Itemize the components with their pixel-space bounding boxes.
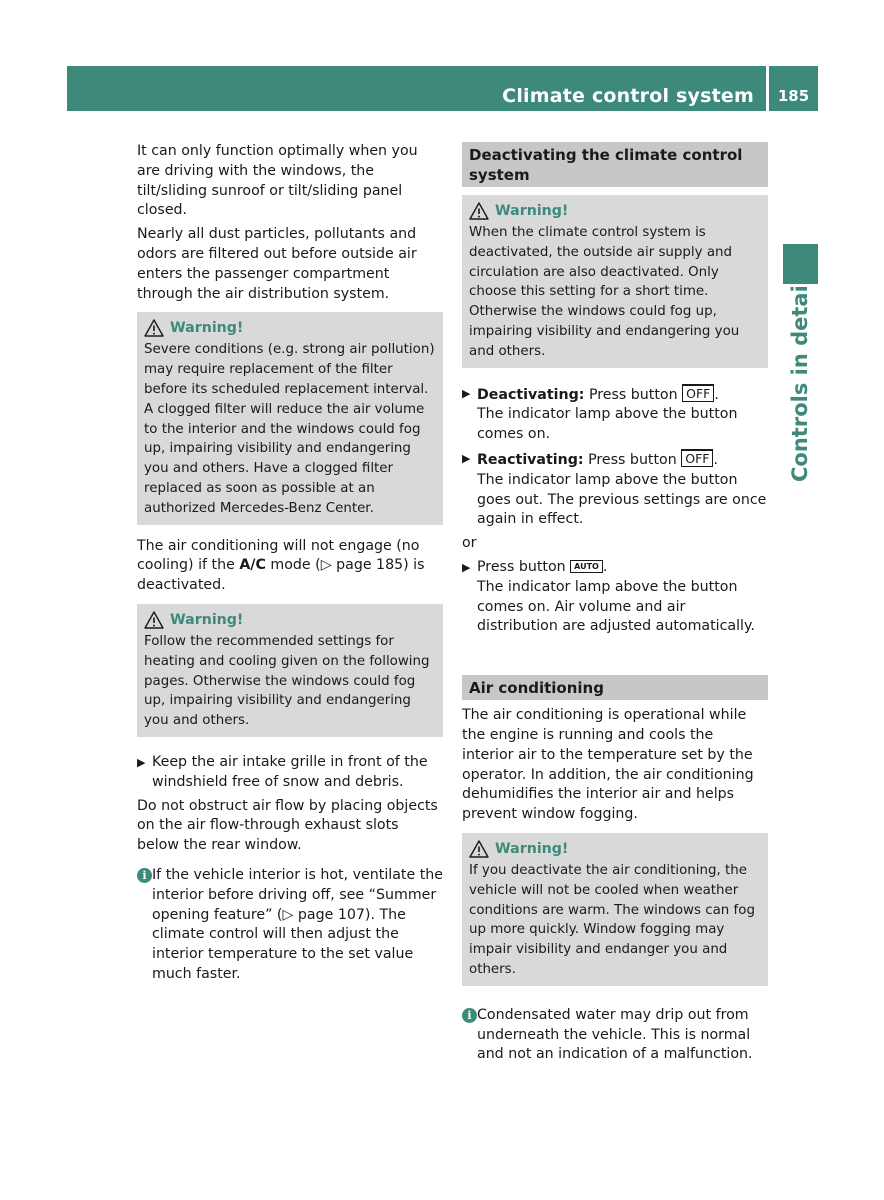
- header-bar: [67, 66, 766, 111]
- instruction-step: ▶ Reactivating: Press button OFF . The indicator lamp above the button goes out. The previous settings are once again in effect.: [462, 449, 768, 530]
- warning-title: Warning!: [170, 611, 244, 628]
- warning-text: When the climate control system is deactivated, the outside air supply and circulation are also deactivated. Only choose this setting for a short time. Otherwise the windows could fog up, impairing visibility and endangering you and others.: [469, 225, 740, 359]
- warning-triangle-icon: [469, 840, 489, 858]
- step-text: Press button: [477, 558, 571, 575]
- or-text: or: [462, 535, 477, 552]
- warning-box: [137, 604, 443, 737]
- warning-box: [137, 312, 443, 524]
- page-number: 185: [769, 66, 818, 111]
- off-button-symbol: OFF: [682, 384, 714, 402]
- warning-text: If you deactivate the air conditioning, the vehicle will not be cooled when weather conditions are warm. The windows can fog up more quickly. Window fogging may impair visibility and endanger you and others.: [469, 862, 755, 977]
- paragraph: The air conditioning is operational while the engine is running and cools the interior air to the temperature set by the operator. In addition, the air conditioning dehumidifies the interior air and helps prevent window fogging.: [462, 707, 754, 823]
- warning-heading: [469, 838, 761, 860]
- paragraph: [137, 537, 443, 596]
- text-run: The air conditioning will not engage (no cooling) if the: [137, 537, 420, 574]
- ac-mode-label: A/C: [239, 557, 266, 574]
- info-icon: i: [462, 1008, 477, 1023]
- warning-triangle-icon: [144, 319, 164, 337]
- off-button-symbol: OFF: [681, 449, 713, 467]
- section-heading: Deactivating the climate control system: [462, 142, 768, 187]
- paragraph: It can only function optimally when you are driving with the windows, the tilt/sliding sunroof or tilt/sliding panel closed.: [137, 143, 418, 219]
- step-text: Keep the air intake grille in front of the windshield free of snow and debris.: [152, 753, 428, 790]
- chapter-title: Climate control system: [502, 85, 754, 107]
- info-text: If the vehicle interior is hot, ventilate the interior before driving off, see “Summer opening feature” (▷ page 107). The climate control will then adjust the interior temperature to the set value much faster.: [152, 866, 443, 982]
- arrow-bullet-icon: ▶: [462, 451, 471, 465]
- step-label: Reactivating:: [477, 451, 584, 468]
- instruction-step: ▶ Press button AUTO . The indicator lamp above the button comes on. Air volume and air distribution are adjusted automatically.: [462, 558, 768, 637]
- info-note: [462, 1006, 768, 1065]
- warning-text: Follow the recommended settings for heating and cooling given on the following pages. Otherwise the windows could fog up, impairing visibility and endangering you and others.: [144, 633, 430, 729]
- text-run: mode (▷ page 185) is deactivated.: [137, 557, 425, 594]
- warning-triangle-icon: [469, 202, 489, 220]
- arrow-bullet-icon: ▶: [462, 386, 471, 400]
- step-text: Press button: [583, 451, 682, 468]
- paragraph: Do not obstruct air flow by placing objects on the air flow-through exhaust slots below the rear window.: [137, 797, 438, 854]
- step-result: The indicator lamp above the button goes out. The previous settings are once again in effect.: [477, 471, 767, 528]
- left-column: [137, 142, 443, 985]
- warning-box: [462, 833, 768, 986]
- warning-heading: [469, 200, 761, 222]
- info-icon: i: [137, 868, 152, 883]
- instruction-step: [137, 753, 443, 793]
- arrow-bullet-icon: ▶: [462, 560, 471, 574]
- step-result: The indicator lamp above the button comes on.: [477, 406, 738, 443]
- section-heading: Air conditioning: [462, 675, 768, 700]
- instruction-step: ▶ Deactivating: Press button OFF . The indicator lamp above the button comes on.: [462, 384, 768, 445]
- step-label: Deactivating:: [477, 386, 585, 403]
- warning-title: Warning!: [495, 203, 569, 219]
- warning-triangle-icon: [144, 611, 164, 629]
- warning-box: [462, 195, 768, 368]
- paragraph: Nearly all dust particles, pollutants and odors are filtered out before outside air enters the passenger compartment through the air distribution system.: [137, 226, 417, 302]
- step-text: Press button: [584, 386, 683, 403]
- info-text: Condensated water may drip out from underneath the vehicle. This is normal and not an indication of a malfunction.: [477, 1006, 753, 1063]
- auto-button-symbol: AUTO: [570, 560, 603, 573]
- warning-heading: [144, 609, 436, 631]
- warning-title: Warning!: [495, 840, 569, 857]
- warning-heading: [144, 317, 436, 339]
- step-result: The indicator lamp above the button comes on. Air volume and air distribution are adjusted automatically.: [477, 578, 755, 635]
- warning-text: Severe conditions (e.g. strong air pollution) may require replacement of the filter before its scheduled replacement interval. A clogged filter will reduce the air volume to the interior and the windows could fog up, impairing visibility and endangering you and others. Have a clogged filter replaced as soon as possible at an authorized Mercedes-Benz Center.: [144, 342, 435, 516]
- info-note: [137, 866, 443, 985]
- right-column: [462, 142, 768, 1065]
- arrow-bullet-icon: ▶: [137, 755, 146, 769]
- warning-title: Warning!: [170, 320, 244, 337]
- side-tab-label: Controls in detail: [788, 278, 812, 482]
